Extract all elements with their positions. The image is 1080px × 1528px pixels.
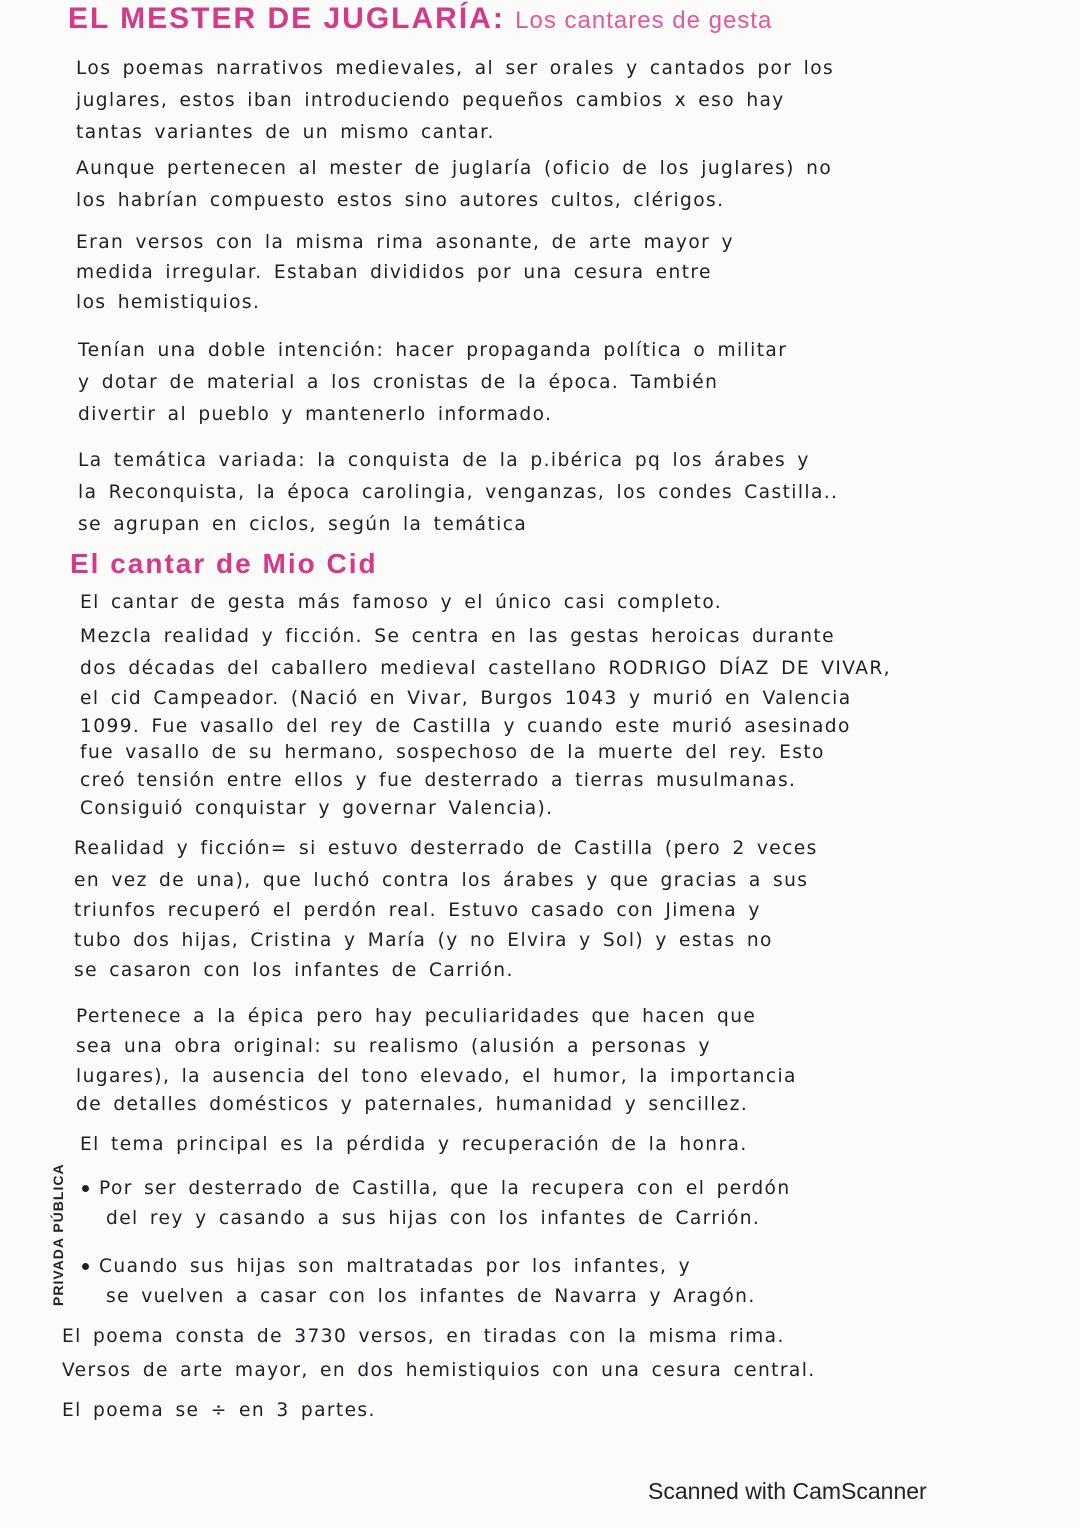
text-line: Consiguió conquistar y governar Valencia). bbox=[80, 798, 554, 819]
text-line: se casaron con los infantes de Carrión. bbox=[74, 960, 514, 981]
text-line: El poema se ÷ en 3 partes. bbox=[62, 1400, 376, 1421]
scanner-watermark: Scanned with CamScanner bbox=[648, 1478, 927, 1504]
bullet-dot-icon bbox=[82, 1263, 89, 1270]
bullet-item: Por ser desterrado de Castilla, que la recupera con el perdón bbox=[82, 1180, 791, 1199]
text-line: Versos de arte mayor, en dos hemistiquios con una cesura central. bbox=[62, 1360, 816, 1381]
section-title-mio-cid: El cantar de Mio Cid bbox=[70, 548, 378, 579]
text-line: Los poemas narrativos medievales, al ser orales y cantados por los bbox=[76, 58, 835, 79]
text-line: El poema consta de 3730 versos, en tiradas con la misma rima. bbox=[62, 1326, 785, 1347]
text-line: en vez de una), que luchó contra los árabes y que gracias a sus bbox=[74, 870, 809, 891]
text-line: Realidad y ficción= si estuvo desterrado de Castilla (pero 2 veces bbox=[74, 838, 818, 859]
text-line: Tenían una doble intención: hacer propaganda política o militar bbox=[78, 340, 788, 361]
text-line: la Reconquista, la época carolingia, venganzas, los condes Castilla.. bbox=[78, 482, 839, 503]
text-line: fue vasallo de su hermano, sospechoso de la muerte del rey. Esto bbox=[80, 742, 825, 763]
text-line: sea una obra original: su realismo (alusión a personas y bbox=[76, 1036, 711, 1057]
page-title bbox=[68, 2, 772, 36]
text-line: El tema principal es la pérdida y recuperación de la honra. bbox=[80, 1134, 748, 1155]
text-line: Mezcla realidad y ficción. Se centra en las gestas heroicas durante bbox=[80, 626, 835, 647]
text-line: Aunque pertenecen al mester de juglaría (oficio de los juglares) no bbox=[76, 158, 833, 179]
text-line: tubo dos hijas, Cristina y María (y no Elvira y Sol) y estas no bbox=[74, 930, 773, 951]
text-line: los habrían compuesto estos sino autores cultos, clérigos. bbox=[76, 190, 725, 211]
text-line: se agrupan en ciclos, según la temática bbox=[78, 514, 528, 535]
bullet-dot-icon bbox=[82, 1185, 89, 1192]
text-line: 1099. Fue vasallo del rey de Castilla y cuando este murió asesinado bbox=[80, 716, 851, 737]
text-line: los hemistiquios. bbox=[76, 292, 261, 313]
title-subtitle: Los cantares de gesta bbox=[515, 7, 773, 34]
bullet-item-continuation: del rey y casando a sus hijas con los infantes de Carrión. bbox=[106, 1208, 761, 1229]
bullet-item: Cuando sus hijas son maltratadas por los infantes, y bbox=[82, 1258, 691, 1277]
text-line: triunfos recuperó el perdón real. Estuvo casado con Jimena y bbox=[74, 900, 761, 921]
text-line: dos décadas del caballero medieval castellano RODRIGO DÍAZ DE VIVAR, bbox=[80, 658, 891, 679]
text-line: Pertenece a la épica pero hay peculiaridades que hacen que bbox=[76, 1006, 757, 1027]
text-line: Eran versos con la misma rima asonante, de arte mayor y bbox=[76, 232, 734, 253]
text-line: divertir al pueblo y mantenerlo informado. bbox=[78, 404, 553, 425]
text-line: La temática variada: la conquista de la p.ibérica pq los árabes y bbox=[78, 450, 810, 471]
text-line: de detalles domésticos y paternales, humanidad y sencillez. bbox=[76, 1094, 749, 1115]
text-line: creó tensión entre ellos y fue desterrado a tierras musulmanas. bbox=[80, 770, 797, 791]
margin-label-privada-publica: PRIVADA PÚBLICA bbox=[50, 1163, 66, 1306]
text-line: juglares, estos iban introduciendo pequeños cambios x eso hay bbox=[76, 90, 785, 111]
bullet-item-continuation: se vuelven a casar con los infantes de Navarra y Aragón. bbox=[106, 1286, 756, 1307]
text-line: tantas variantes de un mismo cantar. bbox=[76, 122, 495, 143]
text-line: y dotar de material a los cronistas de la época. También bbox=[78, 372, 719, 393]
text-line: lugares), la ausencia del tono elevado, el humor, la importancia bbox=[76, 1066, 797, 1087]
title-main: EL MESTER DE JUGLARÍA: bbox=[68, 2, 505, 35]
text-line: medida irregular. Estaban divididos por una cesura entre bbox=[76, 262, 712, 283]
text-line: El cantar de gesta más famoso y el único casi completo. bbox=[80, 592, 723, 613]
text-line: el cid Campeador. (Nació en Vivar, Burgos 1043 y murió en Valencia bbox=[80, 688, 852, 709]
